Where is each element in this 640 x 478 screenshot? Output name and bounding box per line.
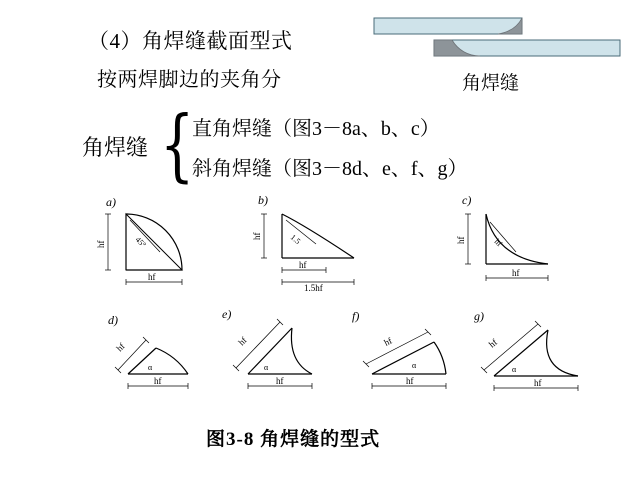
figure-e-letter: e)	[222, 307, 232, 321]
svg-text:hf: hf	[96, 240, 106, 248]
svg-text:α: α	[148, 363, 153, 372]
page-title: （4）角焊缝截面型式	[88, 29, 293, 53]
svg-text:hf: hf	[252, 232, 262, 240]
svg-text:hf: hf	[534, 378, 542, 388]
svg-text:hf: hf	[114, 341, 127, 354]
top-right-label: 角焊缝	[462, 73, 520, 94]
svg-text:hf: hf	[512, 268, 520, 278]
svg-text:hf: hf	[406, 376, 414, 386]
brace-symbol: {	[160, 98, 195, 191]
figure-c	[440, 192, 570, 292]
svg-text:1.5: 1.5	[288, 232, 303, 246]
svg-text:45°: 45°	[133, 235, 148, 250]
figure-e	[208, 306, 338, 398]
figure-g	[460, 308, 600, 398]
svg-text:hf: hf	[456, 236, 466, 244]
brace-item-right-angle: 直角焊缝（图3－8a、b、c）	[192, 118, 440, 140]
svg-text:hf: hf	[276, 376, 284, 386]
figure-b-letter: b)	[258, 193, 268, 207]
svg-text:α: α	[412, 361, 417, 370]
subtitle: 按两焊脚边的夹角分	[97, 69, 282, 91]
figure-caption: 图3-8 角焊缝的型式	[206, 429, 381, 450]
figure-a	[86, 196, 206, 291]
svg-text:α: α	[264, 363, 269, 372]
svg-text:hf: hf	[492, 237, 504, 249]
brace-item-oblique-angle: 斜角焊缝（图3－8d、e、f、g）	[192, 158, 468, 180]
brace-label: 角焊缝	[82, 135, 149, 160]
figure-f-letter: f)	[352, 309, 360, 323]
svg-text:hf: hf	[148, 272, 156, 282]
svg-text:hf: hf	[154, 376, 162, 386]
figure-f	[338, 308, 468, 398]
figure-c-letter: c)	[462, 193, 472, 207]
svg-text:α: α	[512, 365, 517, 374]
svg-text:hf: hf	[236, 335, 249, 348]
figure-b	[236, 192, 376, 292]
figure-d	[92, 312, 212, 397]
plate-weld-diagram	[372, 14, 622, 64]
figure-g-letter: g)	[474, 309, 484, 323]
svg-text:hf: hf	[299, 260, 307, 270]
figure-a-letter: a)	[106, 196, 116, 209]
figure-d-letter: d)	[108, 313, 118, 327]
svg-text:hf: hf	[382, 335, 394, 348]
svg-text:hf: hf	[486, 337, 500, 350]
svg-text:1.5hf: 1.5hf	[304, 283, 323, 292]
